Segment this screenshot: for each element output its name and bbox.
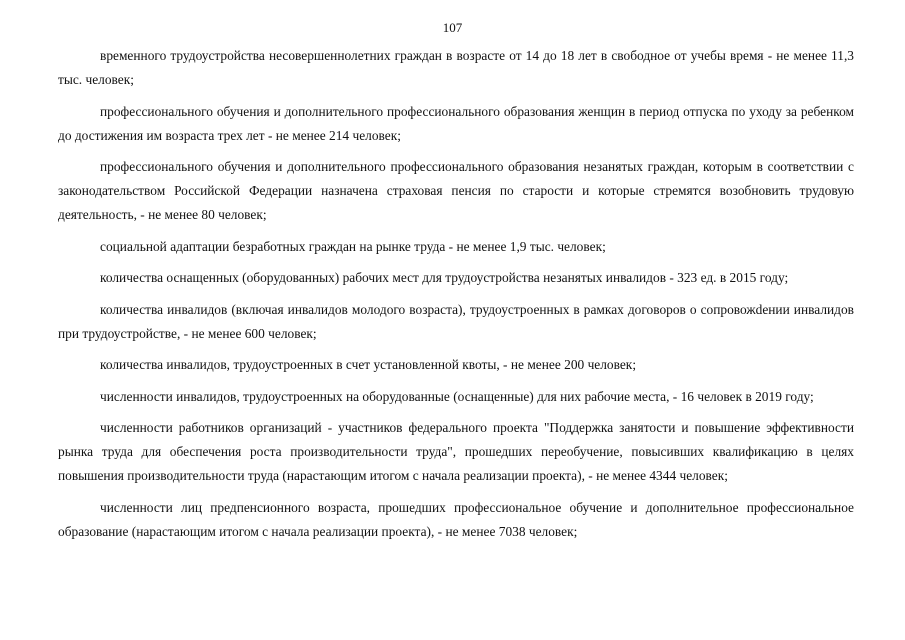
paragraph-women-training: профессионального обучения и дополнительного профессионального образования женщин в период отпуска по уходу за ребенком до достижения им возраста трех лет - не менее 214 человек; [58,103,854,143]
paragraph-disabled-equipped-places: численности инвалидов, трудоустроенных на оборудованные (оснащенные) для них рабочие места, - 16 человек в 2019 году; [100,388,814,404]
paragraph-social-adaptation: социальной адаптации безработных граждан на рынке труда - не менее 1,9 тыс. человек; [100,238,606,254]
paragraph-teen-employment: временного трудоустройства несовершеннолетних граждан в возрасте от 14 до 18 лет в свободное от учебы время - не менее 11,3 тыс. человек; [58,48,854,87]
paragraph-disabled-quota: количества инвалидов, трудоустроенных в счет установленной квоты, - не менее 200 человек; [100,357,637,372]
paragraph-disabled-support-contracts: количества инвалидов (включая инвалидов молодого возраста), трудоустроенных в рамках договоров о сопровожdении инвалидов при трудоустройстве, - не менее 600 человек; [58,301,854,341]
paragraph-equipped-workplaces: количества оснащенных (оборудованных) рабочих мест для трудоустройства незанятых инвалидов - 323 ед. в 2015 году; [100,270,789,285]
paragraph-federal-project-workers: численности работников организаций - участников федерального проекта "Поддержка занятости и повышение эффективности рынка труда для обеспечения роста производительности труда", прошедших переобучение, повысивших квалификацию в целях повышения производительности труда (нарастающим итогом с начала реализации проекта), - не менее 4344 человек; [58,420,854,483]
paragraph-preretirement-training: численности лиц предпенсионного возраста, прошедших профессиональное обучение и дополнительное профессиональное образование (нарастающим итогом с начала реализации проекта), - не менее 7038 человек; [58,499,854,539]
document-body [58,44,854,551]
paragraph-pensioner-training: профессионального обучения и дополнительного профессионального образования незанятых граждан, которым в соответствии с законодательством Российской Федерации назначена страховая пенсия по старости и которые стремятся возобновить трудовую деятельность, - не менее 80 человек; [58,159,854,222]
page-number: 107 [442,20,463,35]
